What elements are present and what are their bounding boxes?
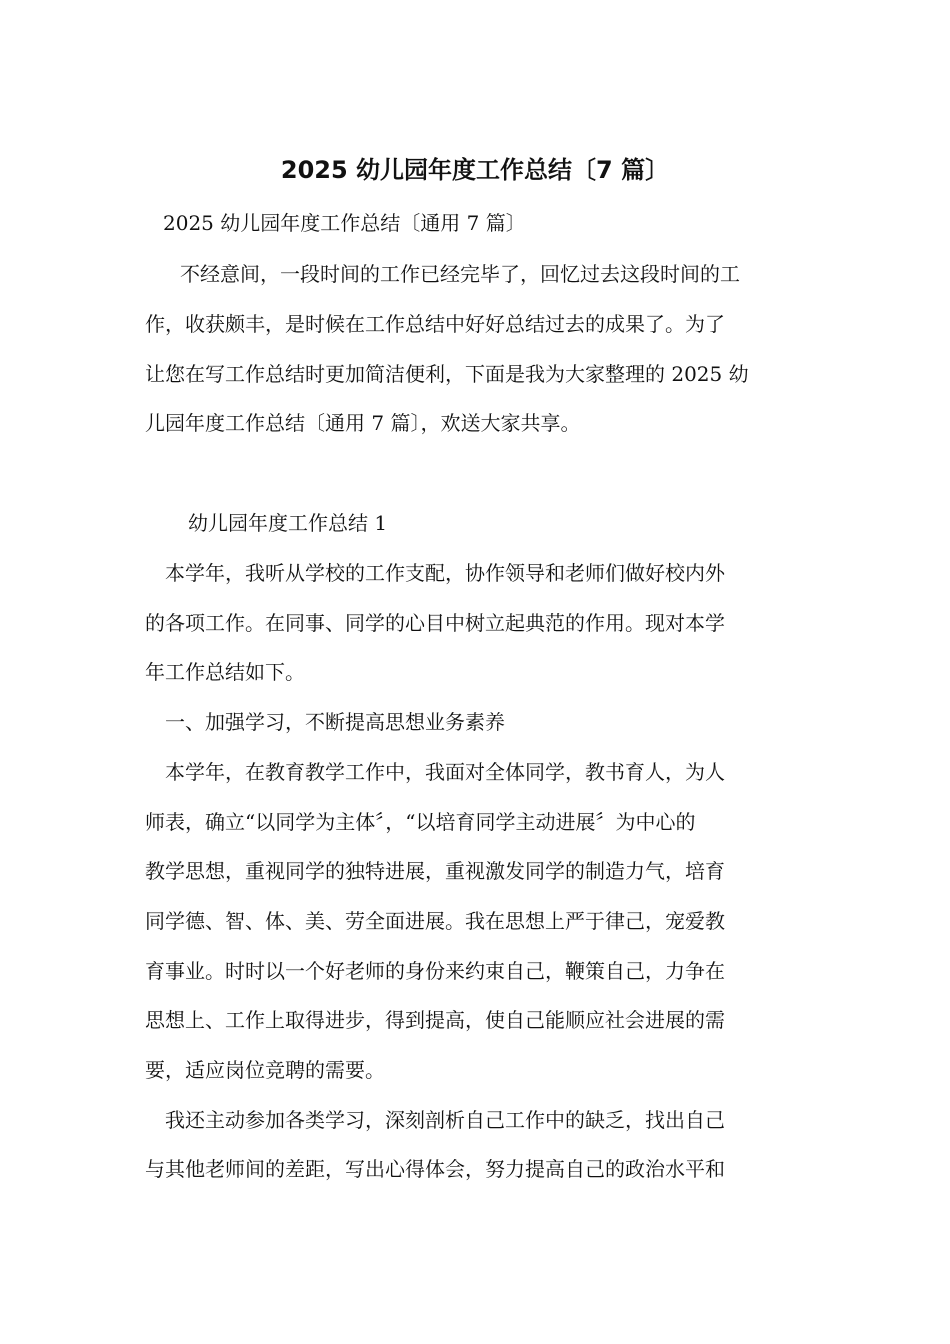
intro-line-1: 不经意间，一段时间的工作已经完毕了，回忆过去这段时间的工 — [180, 262, 740, 286]
body-line-4: 本学年，在教育教学工作中，我面对全体同学，教书育人，为人 — [165, 760, 725, 784]
body-line-6: 教学思想，重视同学的独特进展，重视激发同学的制造力气，培育 — [145, 859, 725, 883]
body-line-2: 的各项工作。在同事、同学的心目中树立起典范的作用。现对本学 — [145, 611, 725, 635]
body-line-12: 与其他老师间的差距，写出心得体会，努力提高自己的政治水平和 — [145, 1157, 725, 1181]
body-line-3: 年工作总结如下。 — [145, 660, 305, 684]
intro-line-3: 让您在写工作总结时更加简洁便利，下面是我为大家整理的 2025 幼 — [145, 362, 749, 386]
body-line-8: 育事业。时时以一个好老师的身份来约束自己，鞭策自己，力争在 — [145, 959, 725, 983]
body-line-10: 要，适应岗位竞聘的需要。 — [145, 1058, 385, 1082]
body-line-11: 我还主动参加各类学习，深刻剖析自己工作中的缺乏，找出自己 — [165, 1108, 725, 1132]
body-line-1: 本学年，我听从学校的工作支配，协作领导和老师们做好校内外 — [165, 561, 725, 585]
body-line-5: 师表，确立“以同学为主体〞，“以培育同学主动进展〞为中心的 — [145, 810, 696, 834]
section-heading: 幼儿园年度工作总结 1 — [188, 511, 388, 535]
intro-line-4: 儿园年度工作总结〔通用 7 篇〕，欢送大家共享。 — [145, 411, 581, 435]
intro-line-2: 作，收获颇丰，是时候在工作总结中好好总结过去的成果了。为了 — [145, 312, 725, 336]
document-title: 2025 幼儿园年度工作总结〔7 篇〕 — [280, 156, 670, 184]
body-line-9: 思想上、工作上取得进步，得到提高，使自己能顺应社会进展的需 — [145, 1008, 725, 1032]
subheading-1: 一、加强学习，不断提高思想业务素养 — [165, 710, 505, 734]
subtitle-line: 2025 幼儿园年度工作总结〔通用 7 篇〕 — [163, 211, 526, 235]
body-line-7: 同学德、智、体、美、劳全面进展。我在思想上严于律己，宠爱教 — [145, 909, 725, 933]
